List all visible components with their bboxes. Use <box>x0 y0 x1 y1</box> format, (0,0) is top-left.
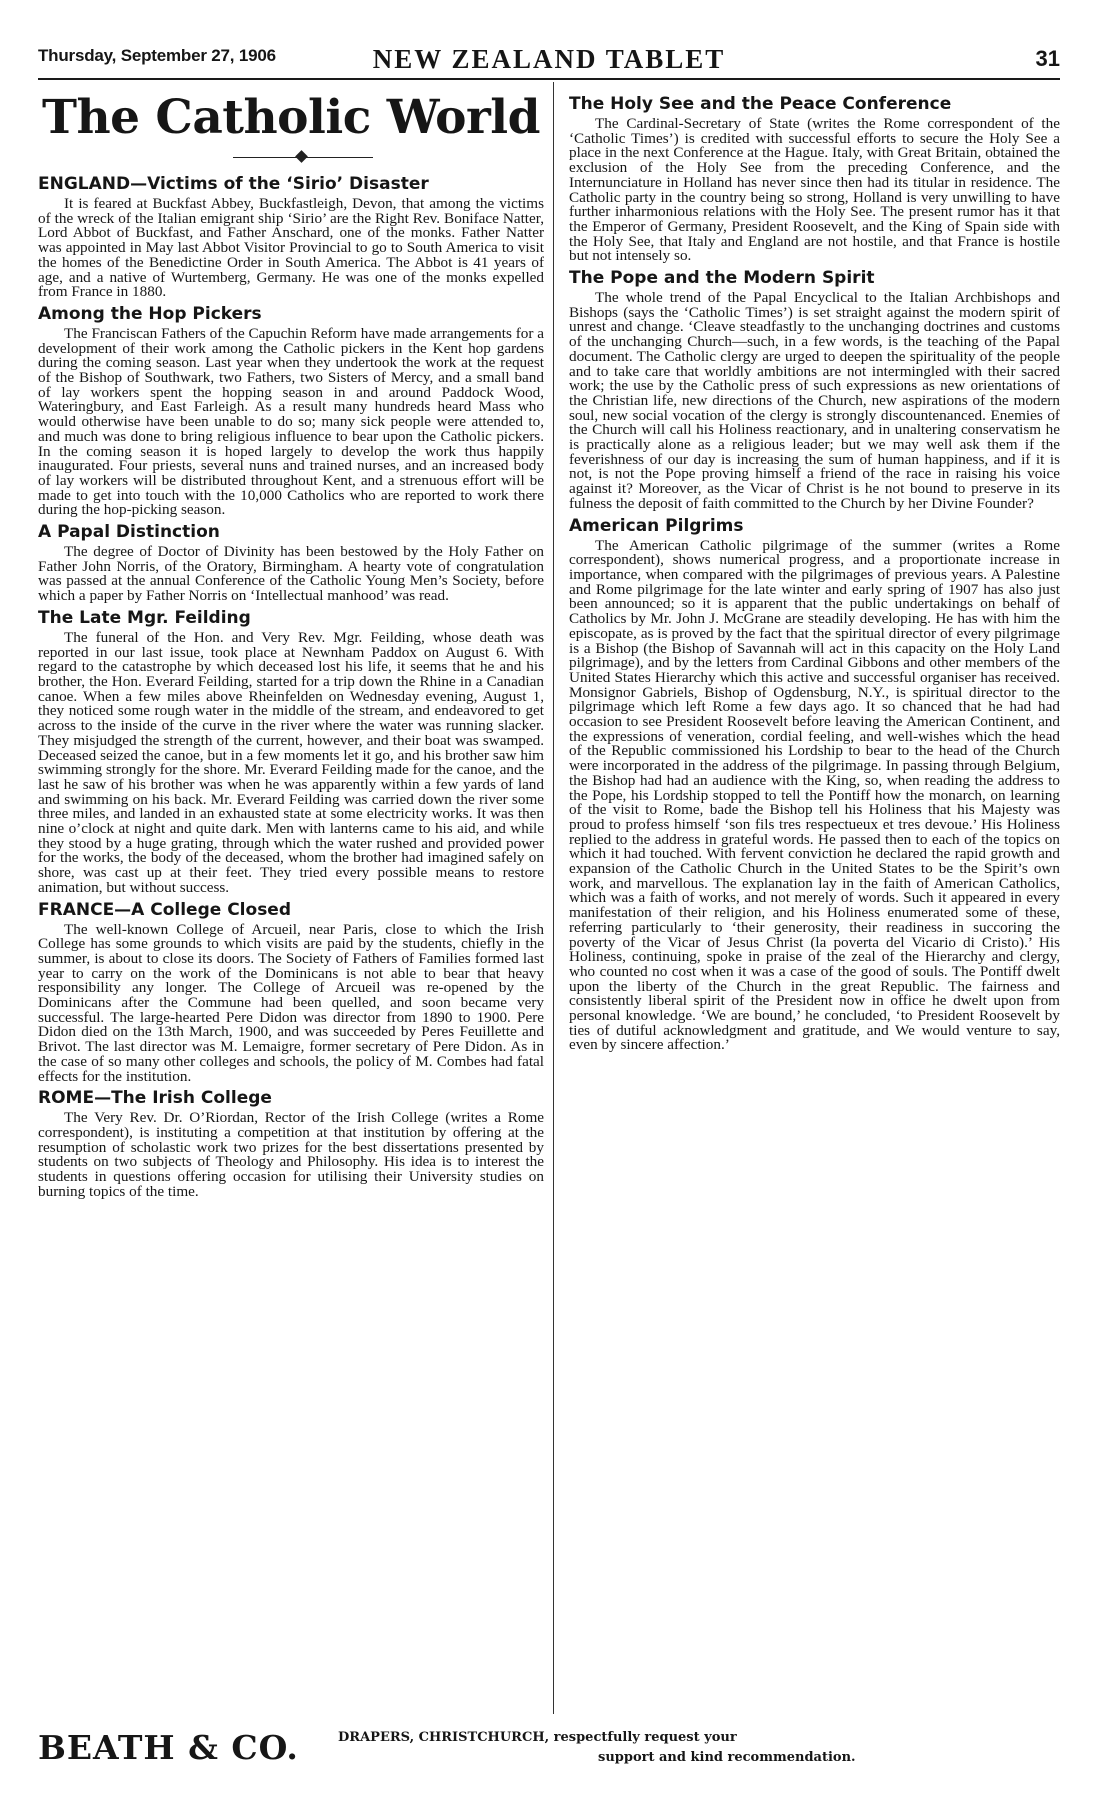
article-paragraph: The funeral of the Hon. and Very Rev. Mgr. Feilding, whose death was reported in our last issue, took place at Newnham Paddox on August 6. With regard to the catastrophe by which deceased lost his life, it seems that he and his brother, the Hon. Everard Feilding, started for a trip down the Rhine in a Canadian canoe. When a few miles above Rheinfelden on Wednesday evening, August 1, they noticed some rough water in the middle of the stream, and endeavored to get across to the inside of the curve in the river where the water was running slacker. They misjudged the strength of the current, however, and their boat was swamped. Deceased seized the canoe, but in a few moments let it go, and his brother saw him swimming strongly for the shore. Mr. Everard Feilding made for the canoe, and the last he saw of his brother was when he was apparently within a few yards of land and swimming on his back. Mr. Everard Feilding was carried down the river some three miles, and landed in an exhausted state at some electricity works. It was then nine o’clock at night and quite dark. Men with lanterns came to his aid, and while they stood by a huge grating, through which the water rushed and provided power for the works, the body of the deceased, whom the brother had imagined safely on shore, was cast up at their feet. They tried every possible means to restore animation, but without success. <box>38 628 544 896</box>
advertisement-footer <box>38 1726 1060 1786</box>
article <box>38 522 544 604</box>
diamond-ornament-icon <box>295 150 308 163</box>
article-heading: ENGLAND—Victims of the ‘Sirio’ Disaster <box>38 174 429 194</box>
column-divider <box>553 82 554 1714</box>
left-column <box>38 90 544 1710</box>
article <box>38 1088 544 1199</box>
newspaper-title: NEW ZEALAND TABLET <box>372 44 726 74</box>
article <box>569 516 1060 1054</box>
advertiser-name: BEATH & CO. <box>38 1728 299 1767</box>
title-ornament <box>38 150 544 166</box>
article-heading: The Late Mgr. Feilding <box>38 607 251 628</box>
article-paragraph: The American Catholic pilgrimage of the summer (writes a Rome correspondent), shows numerical progress, and a proportionate increase in importance, when compared with the pilgrimages of previous years. A Palestine and Rome pilgrimage for the late winter and early spring of 1907 has also just been announced; so it is apparent that the public undertakings on behalf of Catholics by Mr. John J. McGrane are steadily developing. He has with him the episcopate, as is proved by the fact that the spiritual director of every pilgrimage is a Bishop (the Bishop of Savannah will act in this capacity on the Holy Land pilgrimage), and by the letters from Cardinal Gibbons and other members of the United States Hierarchy which this active and successful organiser has received. Monsignor Gabriels, Bishop of Ogdensburg, N.Y., is spiritual director to the pilgrimage which left Rome a few days ago. It so chanced that he had had occasion to see President Roosevelt before leaving the American Continent, and the expressions of veneration, cordial feeling, and well-wishes which the head of the Republic commissioned his Lordship to bear to the head of the Church were incorporated in the address of the pilgrimage. In passing through Belgium, the Bishop had had an audience with the King, so, when reading the address to the Pope, his Lordship stopped to tell the Pontiff how the monarch, on learning of the visit to Rome, bade the Bishop tell his Holiness that his Majesty was proud to profess himself ‘son fils tres respectueux et tres devoue.’ His Holiness replied to the address in grateful words. He passed then to each of the topics on which it had touched. With fervent conviction he declared the rapid growth and expansion of the Catholic Church in the United States to be the Spirit’s own work, and marvellous. The explanation lay in the faith of American Catholics, which was a faith of works, and not merely of words. Such it appeared in every manifestation of their religion, and his Holiness enumerated some of these, referring particularly to ‘their generosity, their readiness in succoring the poverty of the Vicar of Jesus Christ (la poverta del Vicario di Cristo).’ His Holiness, continuing, spoke in praise of the zeal of the Hierarchy and clergy, who counted no cost when it was a case of the good of souls. The Pontiff dwelt upon the liberty of the Church in the great Republic. The fairness and consistently liberal spirit of the President now in office he dwelt upon from personal knowledge. ‘We are bound,’ he concluded, ‘to President Roosevelt by ties of dutiful acknowledgment and gratitude, and We would venture to say, even by sincere affection.’ <box>569 536 1060 1054</box>
article-heading: The Holy See and the Peace Conference <box>569 94 952 114</box>
article <box>38 900 544 1085</box>
article-heading: Among the Hop Pickers <box>38 303 262 324</box>
article-paragraph: The Franciscan Fathers of the Capuchin Reform have made arrangements for a development of their work among the Catholic pickers in the Kent hop gardens during the coming season. Last year when they undertook the work at the request of the Bishop of Southwark, two Fathers, two Sisters of Mercy, and a small band of lay workers spent the hopping season in and around Paddock Wood, Wateringbury, and East Farleigh. As a result many hundreds heard Mass who would otherwise have been unable to do so; many sick people were attended to, and much was done to bring religious influence to bear upon the Catholic pickers. In the coming season it is hoped largely to develop the work thus happily inaugurated. Four priests, several nuns and trained nurses, and an increased body of lay workers will be distributed throughout Kent, and a strenuous effort will be made to get into touch with the 10,000 Catholics who are reported to work there during the hop-picking season. <box>38 324 544 519</box>
article <box>38 608 544 896</box>
article-paragraph: The degree of Doctor of Divinity has been bestowed by the Holy Father on Father John Norris, of the Oratory, Birmingham. A hearty vote of congratulation was passed at the annual Conference of the Catholic Young Men’s Society, before which a paper by Father Norris on ‘Intellectual manhood’ was read. <box>38 543 544 605</box>
article-heading: ROME—The Irish College <box>38 1088 272 1109</box>
article <box>569 94 1060 264</box>
right-column <box>569 90 1060 1710</box>
article <box>569 268 1060 512</box>
article <box>38 304 544 518</box>
masthead <box>38 44 1060 76</box>
advertisement-line: support and kind recommendation. <box>598 1750 856 1765</box>
article-heading: FRANCE—A College Closed <box>38 899 292 920</box>
advertisement-line: DRAPERS, CHRISTCHURCH, respectfully request your <box>338 1730 737 1745</box>
article-heading: The Pope and the Modern Spirit <box>569 268 875 289</box>
section-title: The Catholic World <box>42 90 540 145</box>
issue-date: Thursday, September 27, 1906 <box>38 46 276 65</box>
article-paragraph: The whole trend of the Papal Encyclical to the Italian Archbishops and Bishops (says the ‘Catholic Times’) is set straight against the modern spirit of unrest and change. ‘Cleave steadfastly to the unchanging doctrines and customs of the unchanging Church—such, in a few words, is the teaching of the Papal document. The Catholic clergy are urged to deepen the spirituality of the people and to take care that worldly ambitions are not intermingled with their sacred work; the use by the Catholic press of such expressions as new orientations of the Christian life, new directions of the Church, new aspirations of the modern soul, new social vocation of the clergy is strongly discountenanced. Enemies of the Church will call his Holiness reactionary, and in unaltering conservatism he is practically alone as a religious leader; but we may well ask them if the feverishness of our day is increasing the sum of human happiness, and if it is not, is not the Pope proving himself a friend of the race in raising his voice against it? Moreover, as the Vicar of Christ is he not bound to preserve in its fulness the deposit of faith committed to the Church by her Divine Founder? <box>569 289 1060 512</box>
masthead-rule <box>38 78 1060 80</box>
article-heading: A Papal Distinction <box>38 522 220 543</box>
article-paragraph: The well-known College of Arcueil, near Paris, close to which the Irish College has some grounds to which visits are paid by the students, chiefly in the summer, is about to close its doors. The Society of Fathers of Families formed last year to carry on the work of the Dominicans is not able to bear that heavy responsibility any longer. The College of Arcueil was re-opened by the Dominicans after the Commune had been quelled, and soon became very successful. The large-hearted Pere Didon was director from 1890 to 1900. Pere Didon died on the 13th March, 1900, and was succeeded by Peres Feuillette and Brivot. The last director was M. Lemaigre, former secretary of Pere Didon. As in the case of so many other colleges and schools, the policy of M. Combes had fatal effects for the institution. <box>38 920 544 1085</box>
article-paragraph: The Cardinal-Secretary of State (writes the Rome correspondent of the ‘Catholic Times’) is credited with successful efforts to secure the Holy See a place in the next Conference at the Hague. Italy, with Great Britain, obtained the exclusion of the Holy See from the preceding Conference, and the Internunciature in Holland has never since then had its titular in residence. The Catholic party in the country being so strong, Holland is very unwilling to have further inharmonious relations with the Holy See. The present rumor has it that the Emperor of Germany, President Roosevelt, and the King of Spain side with the Holy See, that Italy and England are not hostile, and that France is hostile but not intensely so. <box>569 115 1060 265</box>
article <box>38 174 544 300</box>
article-paragraph: The Very Rev. Dr. O’Riordan, Rector of the Irish College (writes a Rome correspondent), is instituting a competition at that institution by offering at the resumption of scholastic work two prizes for the best dissertations presented by students on two subjects of Theology and Philosophy. His idea is to interest the students in questions offering occasion for utilising their University studies on burning topics of the time. <box>38 1109 544 1200</box>
article-paragraph: It is feared at Buckfast Abbey, Buckfastleigh, Devon, that among the victims of the wreck of the Italian emigrant ship ‘Sirio’ are the Right Rev. Boniface Natter, Lord Abbot of Buckfast, and Father Anschard, one of the monks. Father Natter was appointed in May last Abbot Visitor Provincial to go to South America to visit the homes of the Benedictine Order in South America. The Abbot is 41 years of age, and a native of Wurtemberg, Germany. He was one of the monks expelled from France in 1880. <box>38 195 544 301</box>
article-heading: American Pilgrims <box>569 515 744 536</box>
page-number: 31 <box>1035 46 1060 71</box>
